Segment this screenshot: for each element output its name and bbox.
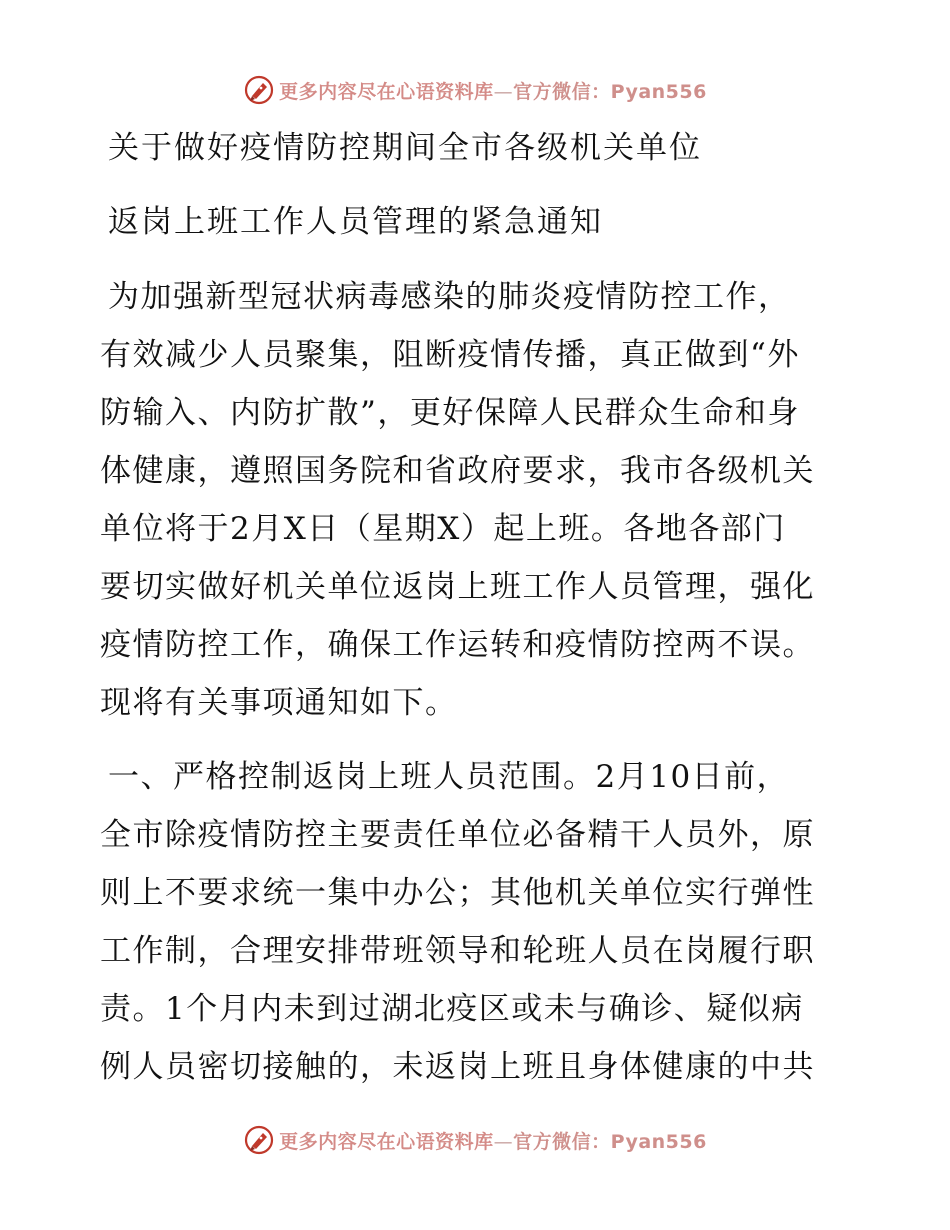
text-line: 防输入、内防扩散”，更好保障人民群众生命和身 (100, 395, 800, 431)
banner-wechat-id: Pyan556 (610, 1130, 707, 1153)
text-line: 单位将于2月X日（星期X）起上班。各地各部门 (100, 511, 786, 547)
text-line: 责。1个月内未到过湖北疫区或未与确诊、疑似病 (100, 991, 804, 1027)
text-line: 体健康，遵照国务院和省政府要求，我市各级机关 (100, 453, 815, 489)
text-line: 工作制，合理安排带班领导和轮班人员在岗履行职 (100, 933, 815, 969)
banner-main-text: 更多内容尽在心语资料库 (279, 80, 494, 103)
banner-main-text: 更多内容尽在心语资料库 (279, 1130, 494, 1153)
banner-wechat-id: Pyan556 (610, 80, 707, 103)
footer-banner (0, 1120, 950, 1160)
pen-nib-logo-icon (243, 74, 275, 106)
text-line: 有效减少人员聚集，阻断疫情传播，真正做到“外 (100, 337, 800, 373)
text-line: 则上不要求统一集中办公；其他机关单位实行弹性 (100, 875, 815, 911)
paragraph-intro (100, 268, 860, 732)
document-title-line-2: 返岗上班工作人员管理的紧急通知 (108, 204, 603, 240)
text-line: 要切实做好机关单位返岗上班工作人员管理，强化 (100, 569, 815, 605)
pen-nib-logo-icon (243, 1124, 275, 1156)
banner-wechat-label: 官方微信： (513, 1130, 611, 1153)
text-line: 全市除疫情防控主要责任单位必备精干人员外，原 (100, 817, 815, 853)
banner-separator: — (493, 1130, 514, 1153)
text-line: 一、严格控制返岗上班人员范围。2月10日前， (108, 759, 790, 795)
banner-wechat-label: 官方微信： (513, 80, 611, 103)
banner-text (279, 77, 707, 104)
text-line: 现将有关事项通知如下。 (100, 685, 458, 721)
text-line: 例人员密切接触的，未返岗上班且身体健康的中共 (100, 1049, 815, 1085)
text-line: 为加强新型冠状病毒感染的肺炎疫情防控工作， (108, 279, 791, 315)
banner-text (279, 1127, 707, 1154)
banner-separator: — (493, 80, 514, 103)
document-title-line-1: 关于做好疫情防控期间全市各级机关单位 (108, 130, 702, 166)
text-line: 疫情防控工作，确保工作运转和疫情防控两不误。 (100, 627, 815, 663)
paragraph-section-1 (100, 748, 860, 1096)
header-banner (0, 70, 950, 110)
